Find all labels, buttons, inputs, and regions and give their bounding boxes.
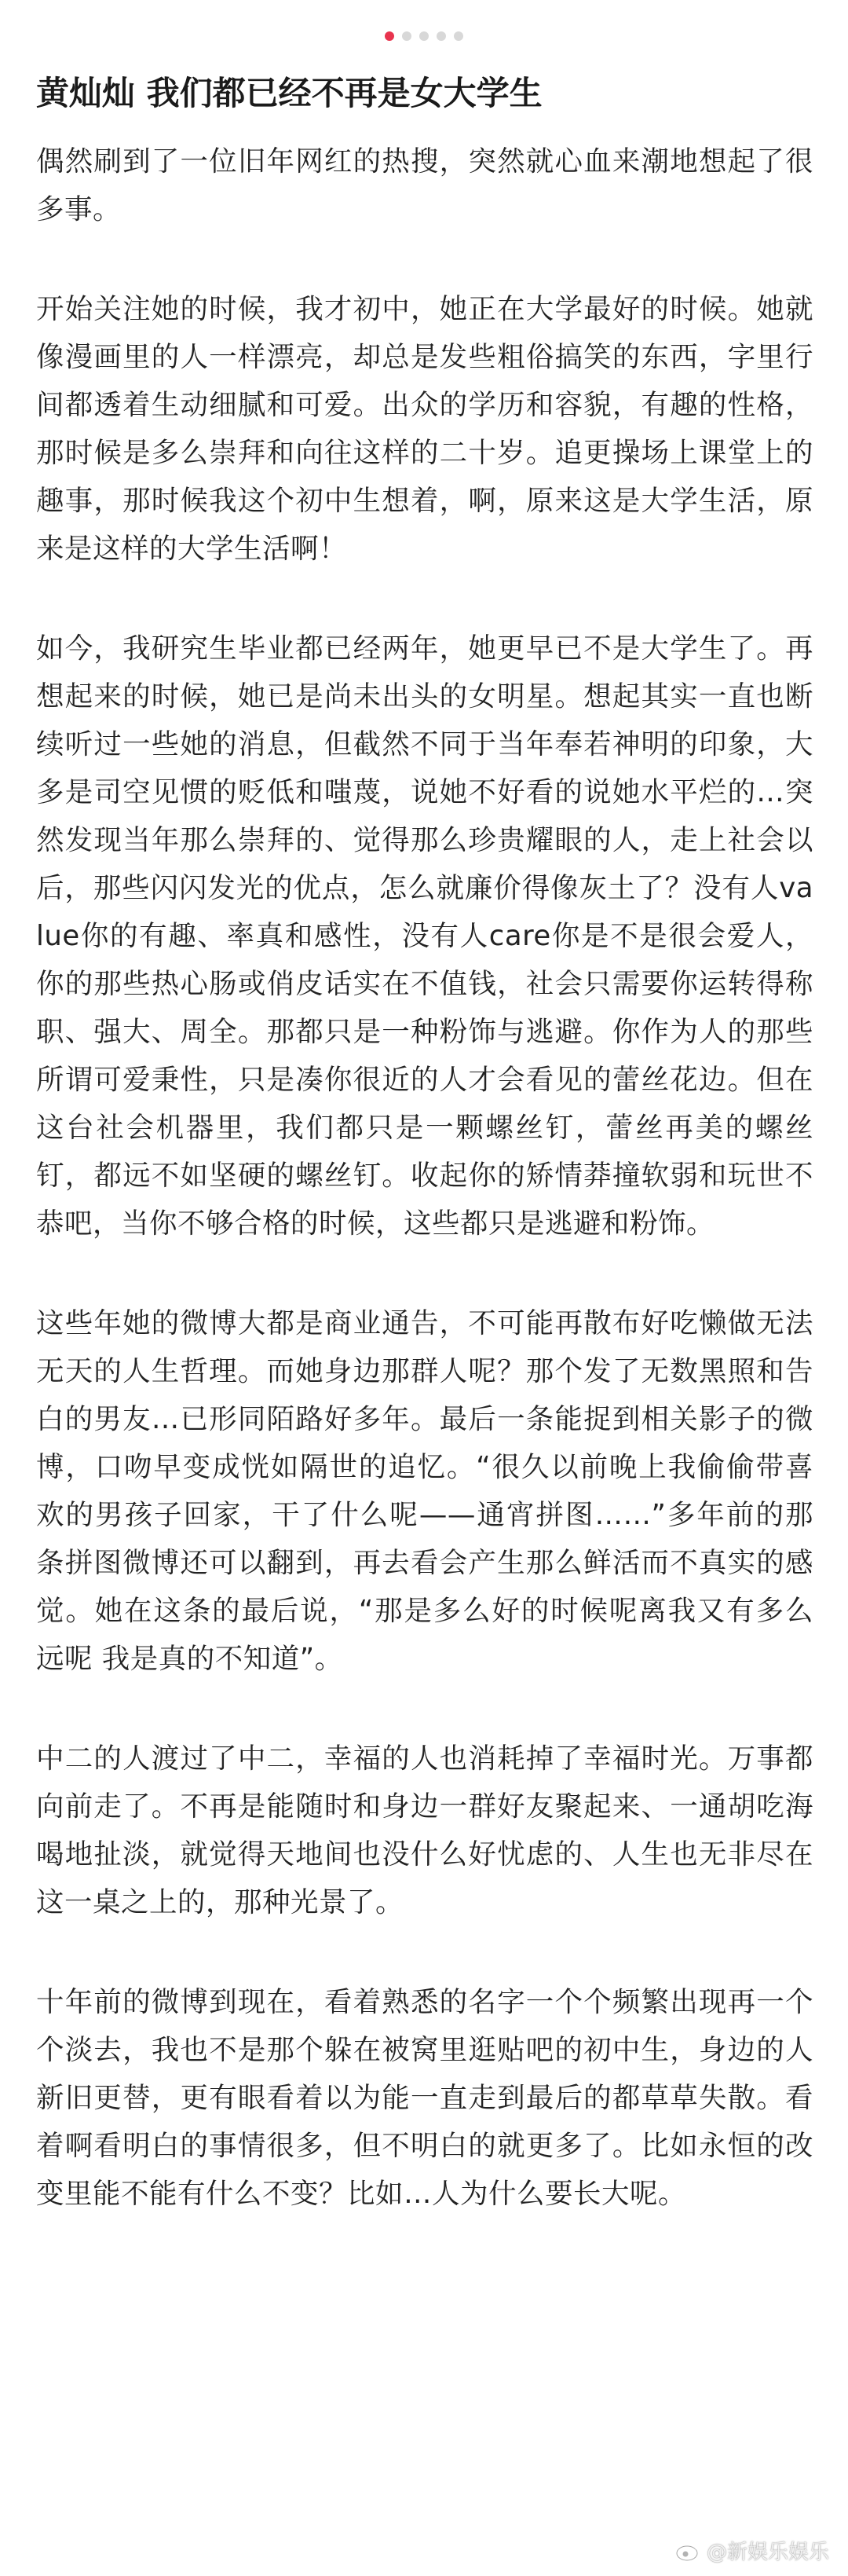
watermark-text: @新娱乐娱乐 [706, 2541, 829, 2564]
page-dot-5[interactable] [454, 31, 463, 41]
page-dot-1[interactable] [385, 31, 394, 41]
paragraph-3: 如今，我研究生毕业都已经两年，她更早已不是大学生了。再想起来的时候，她已是尚未出头的女明星。想起其实一直也断续听过一些她的消息，但截然不同于当年奉若神明的印象，大多是司空见惯的贬低和嗤蔑，说她不好看的说她水平烂的…突然发现当年那么崇拜的、觉得那么珍贵耀眼的人，走上社会以后，那些闪闪发光的优点，怎么就廉价得像灰土了？没有人value你的有趣、率真和感性，没有人care你是不是很会爱人，你的那些热心肠或俏皮话实在不值钱，社会只需要你运转得称职、强大、周全。那都只是一种粉饰与逃避。你作为人的那些所谓可爱秉性，只是凑你很近的人才会看见的蕾丝花边。但在这台社会机器里，我们都只是一颗螺丝钉，蕾丝再美的螺丝钉，都远不如坚硬的螺丝钉。收起你的矫情莽撞软弱和玩世不恭吧，当你不够合格的时候，这些都只是逃避和粉饰。 [36, 632, 813, 1240]
page-dot-4[interactable] [437, 31, 446, 41]
paragraph-4: 这些年她的微博大都是商业通告，不可能再散布好吃懒做无法无天的人生哲理。而她身边那群人呢？那个发了无数黑照和告白的男友…已形同陌路好多年。最后一条能捉到相关影子的微博，口吻早变成恍如隔世的追忆。“很久以前晚上我偷偷带喜欢的男孩子回家，干了什么呢——通宵拼图……”多年前的那条拼图微博还可以翻到，再去看会产生那么鲜活而不真实的感觉。她在这条的最后说，“那是多么好的时候呢离我又有多么远呢 我是真的不知道”。 [36, 1307, 813, 1675]
paragraph-6: 十年前的微博到现在，看着熟悉的名字一个个频繁出现再一个个淡去，我也不是那个躲在被窝里逛贴吧的初中生，身边的人新旧更替，更有眼看着以为能一直走到最后的都草草失散。看着啊看明白的事情很多，但不明白的就更多了。比如永恒的改变里能不能有什么不变？比如…人为什么要长大呢。 [36, 1986, 813, 2210]
paragraph-5: 中二的人渡过了中二，幸福的人也消耗掉了幸福时光。万事都向前走了。不再是能随时和身边一群好友聚起来、一通胡吃海喝地扯淡，就觉得天地间也没什么好忧虑的、人生也无非尽在这一桌之上的，那种光景了。 [36, 1742, 813, 1918]
page-dot-2[interactable] [402, 31, 411, 41]
post-title: 黄灿灿 我们都已经不再是女大学生 [36, 74, 543, 112]
post-body [36, 137, 813, 2270]
page-dot-3[interactable] [419, 31, 429, 41]
watermark [675, 2536, 829, 2565]
paragraph-1: 偶然刷到了一位旧年网红的热搜，突然就心血来潮地想起了很多事。 [36, 145, 813, 225]
pagination-dots [0, 31, 848, 41]
weibo-icon [675, 2540, 702, 2562]
paragraph-2: 开始关注她的时候，我才初中，她正在大学最好的时候。她就像漫画里的人一样漂亮，却总是发些粗俗搞笑的东西，字里行间都透着生动细腻和可爱。出众的学历和容貌，有趣的性格，那时候是多么崇拜和向往这样的二十岁。追更操场上课堂上的趣事，那时候我这个初中生想着，啊，原来这是大学生活，原来是这样的大学生活啊！ [36, 293, 813, 565]
